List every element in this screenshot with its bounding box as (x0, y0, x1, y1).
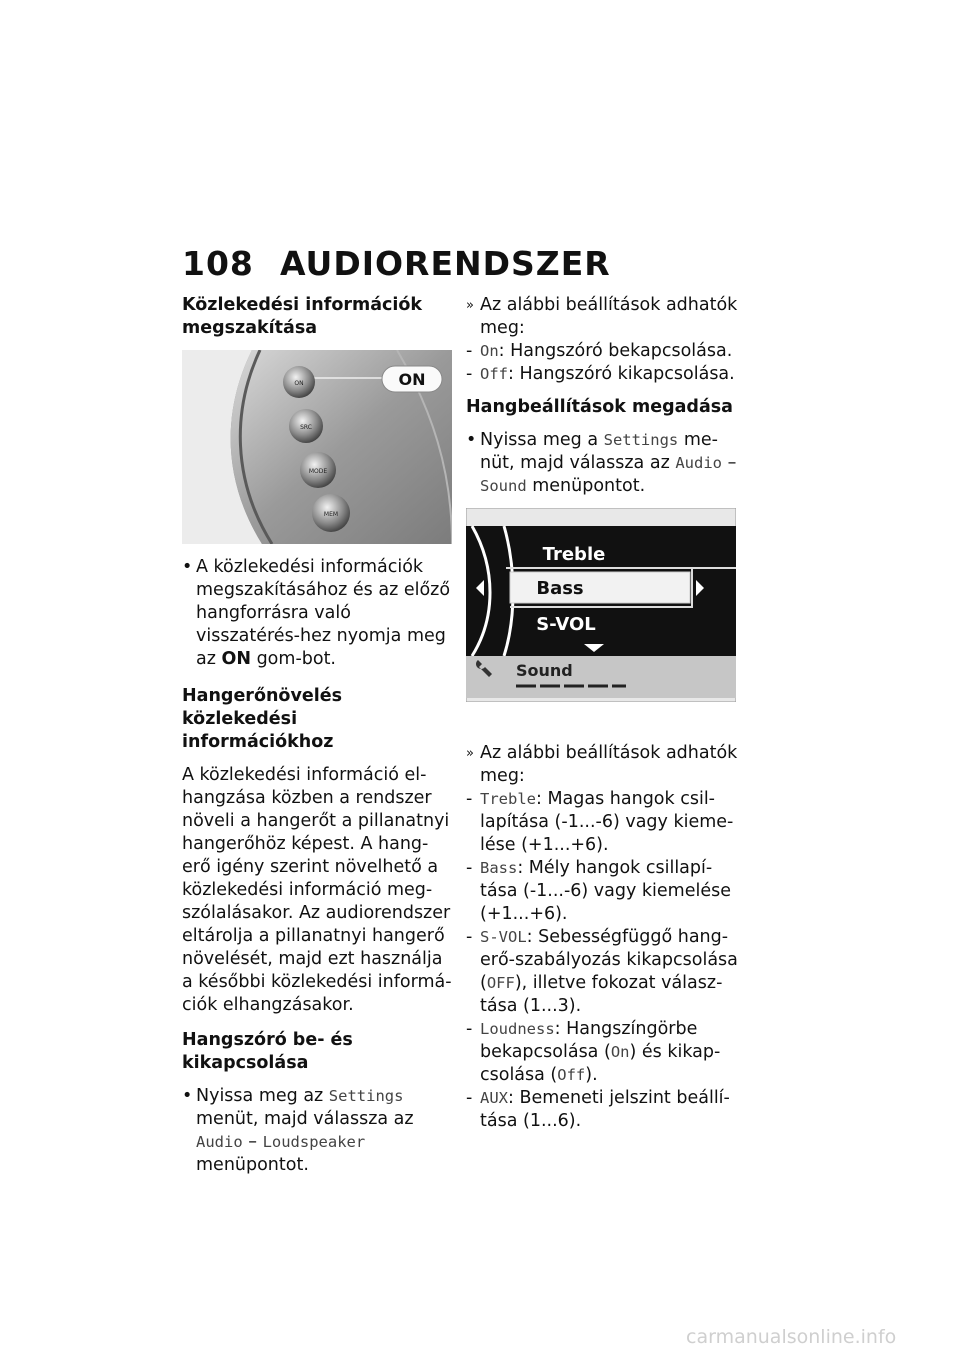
left-column (182, 294, 452, 1177)
option-off (466, 363, 738, 386)
text: menüpontot. (526, 476, 646, 496)
menu-item-svol: S-VOL (536, 614, 596, 635)
off-term: OFF (486, 974, 515, 992)
option-treble (466, 788, 738, 857)
option-text-end: ). (585, 1065, 598, 1085)
option-text: : Mély hangok csillapí-tása (-1...-6) vagy kiemelése (+1...+6). (480, 858, 731, 924)
instruction-text-end: gom-bot. (251, 649, 336, 669)
button-mem (312, 494, 350, 532)
instruction-sound (466, 429, 738, 498)
audio-term: Audio (196, 1133, 243, 1151)
separator: – (722, 453, 737, 473)
option-key: Off (480, 365, 508, 383)
page-number: 108 (182, 244, 254, 283)
option-loudness (466, 1018, 738, 1087)
audio-buttons-figure (182, 350, 452, 544)
text: Nyissa meg a (480, 430, 604, 450)
option-key: AUX (480, 1089, 508, 1107)
off-term: Off (557, 1066, 586, 1084)
settings-intro-1: » Az alábbi beállítások adhatók meg: (466, 294, 738, 340)
section-heading-speaker-onoff: Hangszóró be- és kikapcsolása (182, 1030, 353, 1073)
right-column (466, 294, 738, 1133)
button-mem-label: MEM (323, 511, 339, 518)
option-text: : Hangszóró kikapcsolása. (508, 364, 735, 384)
option-on (466, 340, 738, 363)
on-term: On (610, 1043, 630, 1061)
page-header (182, 244, 611, 283)
button-on-label: ON (294, 380, 304, 387)
instruction-text: A közlekedési információk megszakításához és az előző hangforrásra való visszatérés-hez nyomja meg az (196, 557, 451, 669)
section-heading-sound-settings: Hangbeállítások megadása (466, 397, 733, 417)
option-key: On (480, 342, 499, 360)
option-text: : Bemeneti jelszint beállí-tása (1...6). (480, 1088, 730, 1131)
option-svol (466, 926, 738, 1018)
settings-term: Settings (328, 1087, 404, 1105)
section-heading-volume-boost: Hangerőnövelés közlekedési információkhoz (182, 686, 343, 752)
watermark: carmanualsonline.info (686, 1326, 897, 1348)
option-bass (466, 857, 738, 926)
option-key: Bass (480, 859, 518, 877)
settings-intro-2: » Az alábbi beállítások adhatók meg: (466, 742, 738, 788)
chapter-title: AUDIORENDSZER (280, 244, 611, 283)
sound-menu-display-figure (466, 508, 736, 702)
option-text-mid: ) és kikap-csolása ( (480, 1042, 721, 1085)
text: me-nüt, majd válassza az (480, 430, 718, 473)
button-src (289, 409, 323, 443)
sound-term: Sound (480, 477, 527, 495)
button-mode (300, 452, 336, 488)
option-text: : Hangszíngörbe bekapcsolása ( (480, 1019, 698, 1062)
option-key: Loudness (480, 1020, 555, 1038)
separator: – (242, 1132, 263, 1152)
button-src-label: SRC (300, 424, 312, 431)
instruction-interrupt (182, 556, 452, 671)
on-key: ON (221, 649, 252, 669)
section-heading-traffic-info-interrupt: Közlekedési információk megszakítása (182, 295, 423, 338)
option-text: : Sebességfüggő hang-erő-szabályozás kikapcsolása ( (480, 927, 738, 993)
option-text: : Magas hangok csil-lapítása (-1...-6) vagy kieme-lése (+1...+6). (480, 789, 734, 855)
menu-item-bass: Bass (536, 578, 584, 599)
audio-term: Audio (675, 454, 722, 472)
text: menüt, majd válassza az (196, 1109, 414, 1129)
settings-term: Settings (603, 431, 679, 449)
option-aux (466, 1087, 738, 1133)
button-on (283, 366, 315, 398)
text: Nyissa meg az (196, 1086, 329, 1106)
option-key: S-VOL (480, 928, 527, 946)
menu-item-treble: Treble (542, 544, 606, 565)
button-mode-label: MODE (308, 468, 328, 475)
loudspeaker-term: Loudspeaker (262, 1133, 366, 1151)
option-text: : Hangszóró bekapcsolása. (498, 341, 733, 361)
text: menüpontot. (196, 1155, 309, 1175)
volume-boost-paragraph: A közlekedési információ el-hangzása közben a rendszer növeli a hangerőt a pillanatnyi hangerőhöz képest. A hang-erő igény szerint növelhető a közlekedési információ meg-szólalásakor. Az audiorendszer eltárolja a pillanatnyi hangerő növelését, majd ezt használja a későbbi közlekedési informá-ciók elhangzásakor. (182, 765, 452, 1015)
option-key: Treble (480, 790, 536, 808)
instruction-loudspeaker (182, 1085, 452, 1177)
menu-footer-sound: Sound (516, 661, 573, 680)
on-label: ON (398, 370, 426, 389)
option-text-end: ), illetve fokozat válasz-tása (1...3). (480, 973, 723, 1016)
